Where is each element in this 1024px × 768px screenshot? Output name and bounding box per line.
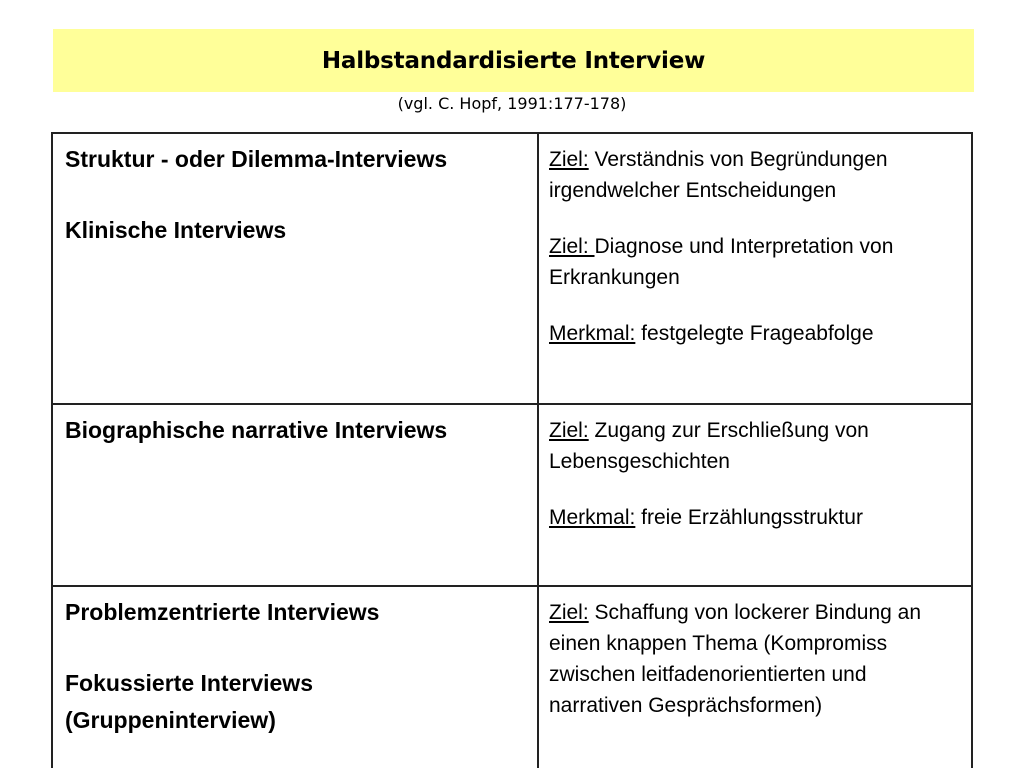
table-row xyxy=(52,133,972,404)
citation: (vgl. C. Hopf, 1991:177-178) xyxy=(397,94,627,113)
title-banner xyxy=(53,29,974,92)
entry-text: Verständnis von Begründungen irgendwelcher Entscheidungen xyxy=(549,148,888,202)
interview-type: (Gruppeninterview) xyxy=(65,707,276,733)
entry-label: Merkmal: xyxy=(549,506,636,529)
description-entry xyxy=(549,415,961,477)
description-cell xyxy=(538,404,972,586)
entry-label: Ziel: xyxy=(549,419,589,442)
description-cell xyxy=(538,133,972,404)
interview-type: Biographische narrative Interviews xyxy=(65,417,448,443)
interview-types-table xyxy=(51,132,973,768)
interview-type: Klinische Interviews xyxy=(65,217,287,243)
entry-text: Diagnose und Interpretation von Erkrankungen xyxy=(549,235,894,289)
entry-text: freie Erzählungsstruktur xyxy=(635,506,863,529)
description-entry xyxy=(549,231,961,293)
entry-label: Ziel: xyxy=(549,148,589,171)
entry-text: festgelegte Frageabfolge xyxy=(635,322,874,345)
entry-text: Zugang zur Erschließung von Lebensgeschichten xyxy=(549,419,869,473)
table-row xyxy=(52,586,972,768)
entry-label: Ziel: xyxy=(549,235,595,258)
table-row xyxy=(52,404,972,586)
interview-type: Problemzentrierte Interviews xyxy=(65,599,380,625)
entry-label: Ziel: xyxy=(549,601,589,624)
entry-text: Schaffung von lockerer Bindung an einen knappen Thema (Kompromiss zwischen leitfadenorientierten und narrativen Gesprächsformen) xyxy=(549,601,922,717)
interview-type: Fokussierte Interviews xyxy=(65,670,313,696)
interview-type-cell xyxy=(52,404,538,586)
description-entry xyxy=(549,318,961,349)
page-title: Halbstandardisierte Interview xyxy=(321,47,706,74)
description-entry xyxy=(549,144,961,206)
interview-type: Struktur - oder Dilemma-Interviews xyxy=(65,146,448,172)
description-entry xyxy=(549,597,961,721)
description-cell xyxy=(538,586,972,768)
entry-label: Merkmal: xyxy=(549,322,636,345)
interview-type-cell xyxy=(52,586,538,768)
interview-type-cell xyxy=(52,133,538,404)
description-entry xyxy=(549,502,961,533)
